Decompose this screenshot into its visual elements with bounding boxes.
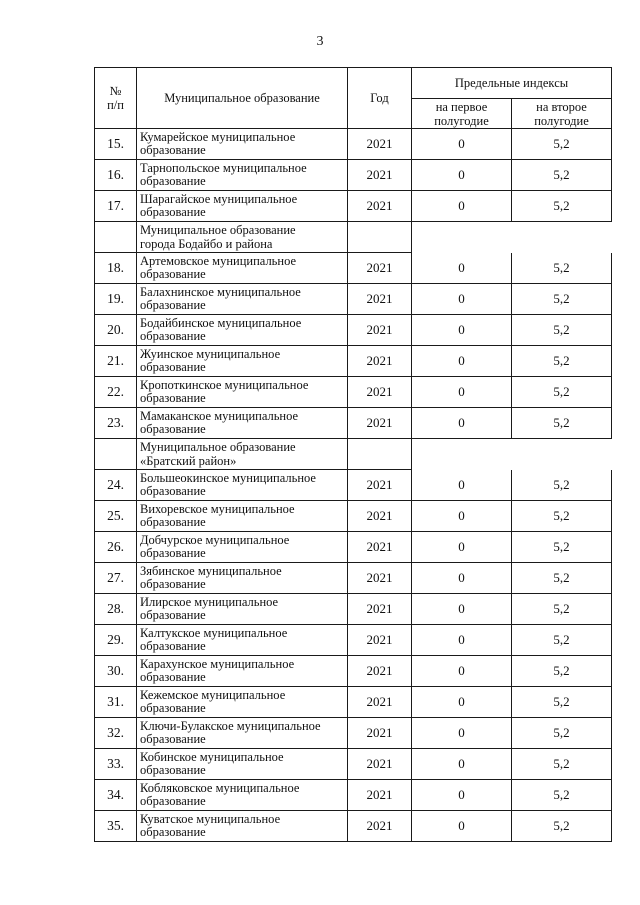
table-row (95, 811, 612, 842)
second-half-index: 5,2 (512, 594, 612, 625)
section-num-cell (95, 439, 137, 470)
municipality-name-line1: Большеокинское муниципальное (140, 471, 316, 485)
first-half-index: 0 (412, 656, 512, 687)
year-cell: 2021 (348, 563, 412, 594)
table-row (95, 346, 612, 377)
municipality-name (137, 160, 348, 191)
year-cell: 2021 (348, 594, 412, 625)
municipality-name-line1: Кобляковское муниципальное (140, 781, 300, 795)
municipality-name (137, 191, 348, 222)
row-number: 35. (95, 811, 137, 842)
first-half-index: 0 (412, 780, 512, 811)
first-half-index: 0 (412, 470, 512, 501)
header-year: Год (348, 68, 412, 129)
first-half-index: 0 (412, 532, 512, 563)
second-half-index: 5,2 (512, 811, 612, 842)
municipality-name-line2: образование (140, 794, 206, 808)
row-number: 28. (95, 594, 137, 625)
municipality-name (137, 532, 348, 563)
municipality-name-line2: образование (140, 329, 206, 343)
municipality-name-line1: Ключи-Булакское муниципальное (140, 719, 321, 733)
municipality-name-line1: Вихоревское муниципальное (140, 502, 295, 516)
row-number: 15. (95, 129, 137, 160)
municipality-name (137, 315, 348, 346)
first-half-index: 0 (412, 346, 512, 377)
municipality-name (137, 284, 348, 315)
municipality-name-line2: образование (140, 670, 206, 684)
table-row (95, 377, 612, 408)
municipality-name-line1: Кумарейское муниципальное (140, 130, 296, 144)
municipality-name (137, 408, 348, 439)
first-half-index: 0 (412, 687, 512, 718)
table-row (95, 160, 612, 191)
page-number: 3 (316, 34, 324, 49)
second-half-index: 5,2 (512, 749, 612, 780)
first-half-index: 0 (412, 160, 512, 191)
municipality-name-line2: образование (140, 298, 206, 312)
municipality-name (137, 346, 348, 377)
municipality-name (137, 656, 348, 687)
second-half-index: 5,2 (512, 625, 612, 656)
header-number-line1: № (109, 84, 122, 98)
row-number: 33. (95, 749, 137, 780)
municipality-name-line1: Жуинское муниципальное (140, 347, 281, 361)
section-row (95, 439, 612, 470)
municipality-name-line2: образование (140, 515, 206, 529)
section-empty-cell (412, 439, 612, 470)
municipality-name-line1: Калтукское муниципальное (140, 626, 288, 640)
header-first-half-line1: на первое (435, 99, 488, 114)
municipality-name (137, 625, 348, 656)
row-number: 26. (95, 532, 137, 563)
header-second-half (512, 99, 612, 129)
section-name-line2: «Братский район» (140, 454, 237, 468)
year-cell: 2021 (348, 408, 412, 439)
table-row (95, 687, 612, 718)
municipality-name (137, 749, 348, 780)
table-row (95, 780, 612, 811)
table-row (95, 625, 612, 656)
municipality-name-line1: Шарагайское муниципальное (140, 192, 298, 206)
second-half-index: 5,2 (512, 563, 612, 594)
table-row (95, 594, 612, 625)
row-number: 19. (95, 284, 137, 315)
first-half-index: 0 (412, 408, 512, 439)
municipality-name-line1: Артемовское муниципальное (140, 254, 297, 268)
row-number: 30. (95, 656, 137, 687)
municipality-name (137, 377, 348, 408)
municipality-name (137, 687, 348, 718)
year-cell: 2021 (348, 811, 412, 842)
year-cell: 2021 (348, 687, 412, 718)
first-half-index: 0 (412, 129, 512, 160)
table-header (95, 68, 612, 129)
header-number (95, 68, 137, 129)
municipality-name-line1: Зябинское муниципальное (140, 564, 282, 578)
first-half-index: 0 (412, 594, 512, 625)
municipality-name (137, 129, 348, 160)
section-year-cell (348, 439, 412, 470)
second-half-index: 5,2 (512, 284, 612, 315)
municipality-name-line1: Мамаканское муниципальное (140, 409, 299, 423)
first-half-index: 0 (412, 191, 512, 222)
municipality-name-line2: образование (140, 143, 206, 157)
second-half-index: 5,2 (512, 129, 612, 160)
second-half-index: 5,2 (512, 780, 612, 811)
municipality-name-line1: Тарнопольское муниципальное (140, 161, 307, 175)
municipality-name-line2: образование (140, 732, 206, 746)
year-cell: 2021 (348, 160, 412, 191)
second-half-index: 5,2 (512, 687, 612, 718)
table-row (95, 501, 612, 532)
header-indices: Предельные индексы (412, 68, 612, 99)
first-half-index: 0 (412, 563, 512, 594)
municipality-name-line2: образование (140, 639, 206, 653)
municipality-name-line2: образование (140, 577, 206, 591)
year-cell: 2021 (348, 191, 412, 222)
section-row (95, 222, 612, 253)
second-half-index: 5,2 (512, 160, 612, 191)
municipality-name-line1: Кропоткинское муниципальное (140, 378, 309, 392)
first-half-index: 0 (412, 625, 512, 656)
section-name-line1: Муниципальное образование (140, 440, 296, 454)
municipality-name (137, 811, 348, 842)
year-cell: 2021 (348, 129, 412, 160)
year-cell: 2021 (348, 284, 412, 315)
second-half-index: 5,2 (512, 656, 612, 687)
table-row (95, 656, 612, 687)
first-half-index: 0 (412, 749, 512, 780)
municipality-name-line2: образование (140, 205, 206, 219)
municipality-name-line1: Бодайбинское муниципальное (140, 316, 302, 330)
year-cell: 2021 (348, 377, 412, 408)
municipality-name-line2: образование (140, 608, 206, 622)
first-half-index: 0 (412, 811, 512, 842)
section-empty-cell (412, 222, 612, 253)
year-cell: 2021 (348, 346, 412, 377)
municipality-name-line1: Илирское муниципальное (140, 595, 279, 609)
header-second-half-line2: полугодие (534, 113, 589, 128)
first-half-index: 0 (412, 284, 512, 315)
year-cell: 2021 (348, 780, 412, 811)
row-number: 23. (95, 408, 137, 439)
municipality-name-line1: Карахунское муниципальное (140, 657, 295, 671)
table-row (95, 718, 612, 749)
table-body (95, 129, 612, 842)
municipality-name (137, 594, 348, 625)
second-half-index: 5,2 (512, 253, 612, 284)
row-number: 25. (95, 501, 137, 532)
year-cell: 2021 (348, 532, 412, 563)
municipality-name (137, 470, 348, 501)
table-row (95, 315, 612, 346)
table-row (95, 191, 612, 222)
indices-table (94, 67, 612, 842)
header-first-half-line2: полугодие (434, 113, 489, 128)
municipality-name-line2: образование (140, 360, 206, 374)
section-num-cell (95, 222, 137, 253)
municipality-name (137, 253, 348, 284)
year-cell: 2021 (348, 625, 412, 656)
section-name (137, 222, 348, 253)
municipality-name-line1: Кежемское муниципальное (140, 688, 286, 702)
municipality-name-line1: Куватское муниципальное (140, 812, 281, 826)
section-name-line2: города Бодайбо и района (140, 237, 273, 251)
second-half-index: 5,2 (512, 346, 612, 377)
second-half-index: 5,2 (512, 408, 612, 439)
municipality-name-line2: образование (140, 825, 206, 839)
municipality-name (137, 718, 348, 749)
table-row (95, 563, 612, 594)
table-row (95, 129, 612, 160)
municipality-name-line2: образование (140, 546, 206, 560)
row-number: 32. (95, 718, 137, 749)
first-half-index: 0 (412, 718, 512, 749)
municipality-name-line2: образование (140, 763, 206, 777)
table-row (95, 253, 612, 284)
section-name-line1: Муниципальное образование (140, 223, 296, 237)
year-cell: 2021 (348, 656, 412, 687)
municipality-name-line2: образование (140, 267, 206, 281)
header-second-half-line1: на второе (536, 99, 587, 114)
row-number: 34. (95, 780, 137, 811)
table-row (95, 284, 612, 315)
second-half-index: 5,2 (512, 315, 612, 346)
second-half-index: 5,2 (512, 191, 612, 222)
municipality-name-line2: образование (140, 391, 206, 405)
row-number: 29. (95, 625, 137, 656)
table-row (95, 470, 612, 501)
municipality-name-line2: образование (140, 701, 206, 715)
header-municipality: Муниципальное образование (137, 68, 348, 129)
year-cell: 2021 (348, 253, 412, 284)
first-half-index: 0 (412, 377, 512, 408)
row-number: 27. (95, 563, 137, 594)
second-half-index: 5,2 (512, 718, 612, 749)
first-half-index: 0 (412, 315, 512, 346)
municipality-name-line1: Балахнинское муниципальное (140, 285, 301, 299)
row-number: 24. (95, 470, 137, 501)
second-half-index: 5,2 (512, 532, 612, 563)
year-cell: 2021 (348, 470, 412, 501)
second-half-index: 5,2 (512, 501, 612, 532)
header-first-half (412, 99, 512, 129)
table-row (95, 749, 612, 780)
first-half-index: 0 (412, 501, 512, 532)
header-number-line2: п/п (107, 98, 124, 112)
second-half-index: 5,2 (512, 377, 612, 408)
row-number: 17. (95, 191, 137, 222)
row-number: 20. (95, 315, 137, 346)
municipality-name-line1: Кобинское муниципальное (140, 750, 284, 764)
year-cell: 2021 (348, 749, 412, 780)
row-number: 21. (95, 346, 137, 377)
row-number: 22. (95, 377, 137, 408)
municipality-name-line2: образование (140, 422, 206, 436)
section-name (137, 439, 348, 470)
row-number: 16. (95, 160, 137, 191)
row-number: 18. (95, 253, 137, 284)
year-cell: 2021 (348, 501, 412, 532)
municipality-name-line1: Добчурское муниципальное (140, 533, 290, 547)
municipality-name-line2: образование (140, 484, 206, 498)
municipality-name-line2: образование (140, 174, 206, 188)
year-cell: 2021 (348, 718, 412, 749)
first-half-index: 0 (412, 253, 512, 284)
table-row (95, 408, 612, 439)
section-year-cell (348, 222, 412, 253)
row-number: 31. (95, 687, 137, 718)
second-half-index: 5,2 (512, 470, 612, 501)
year-cell: 2021 (348, 315, 412, 346)
municipality-name (137, 501, 348, 532)
table-row (95, 532, 612, 563)
municipality-name (137, 780, 348, 811)
municipality-name (137, 563, 348, 594)
